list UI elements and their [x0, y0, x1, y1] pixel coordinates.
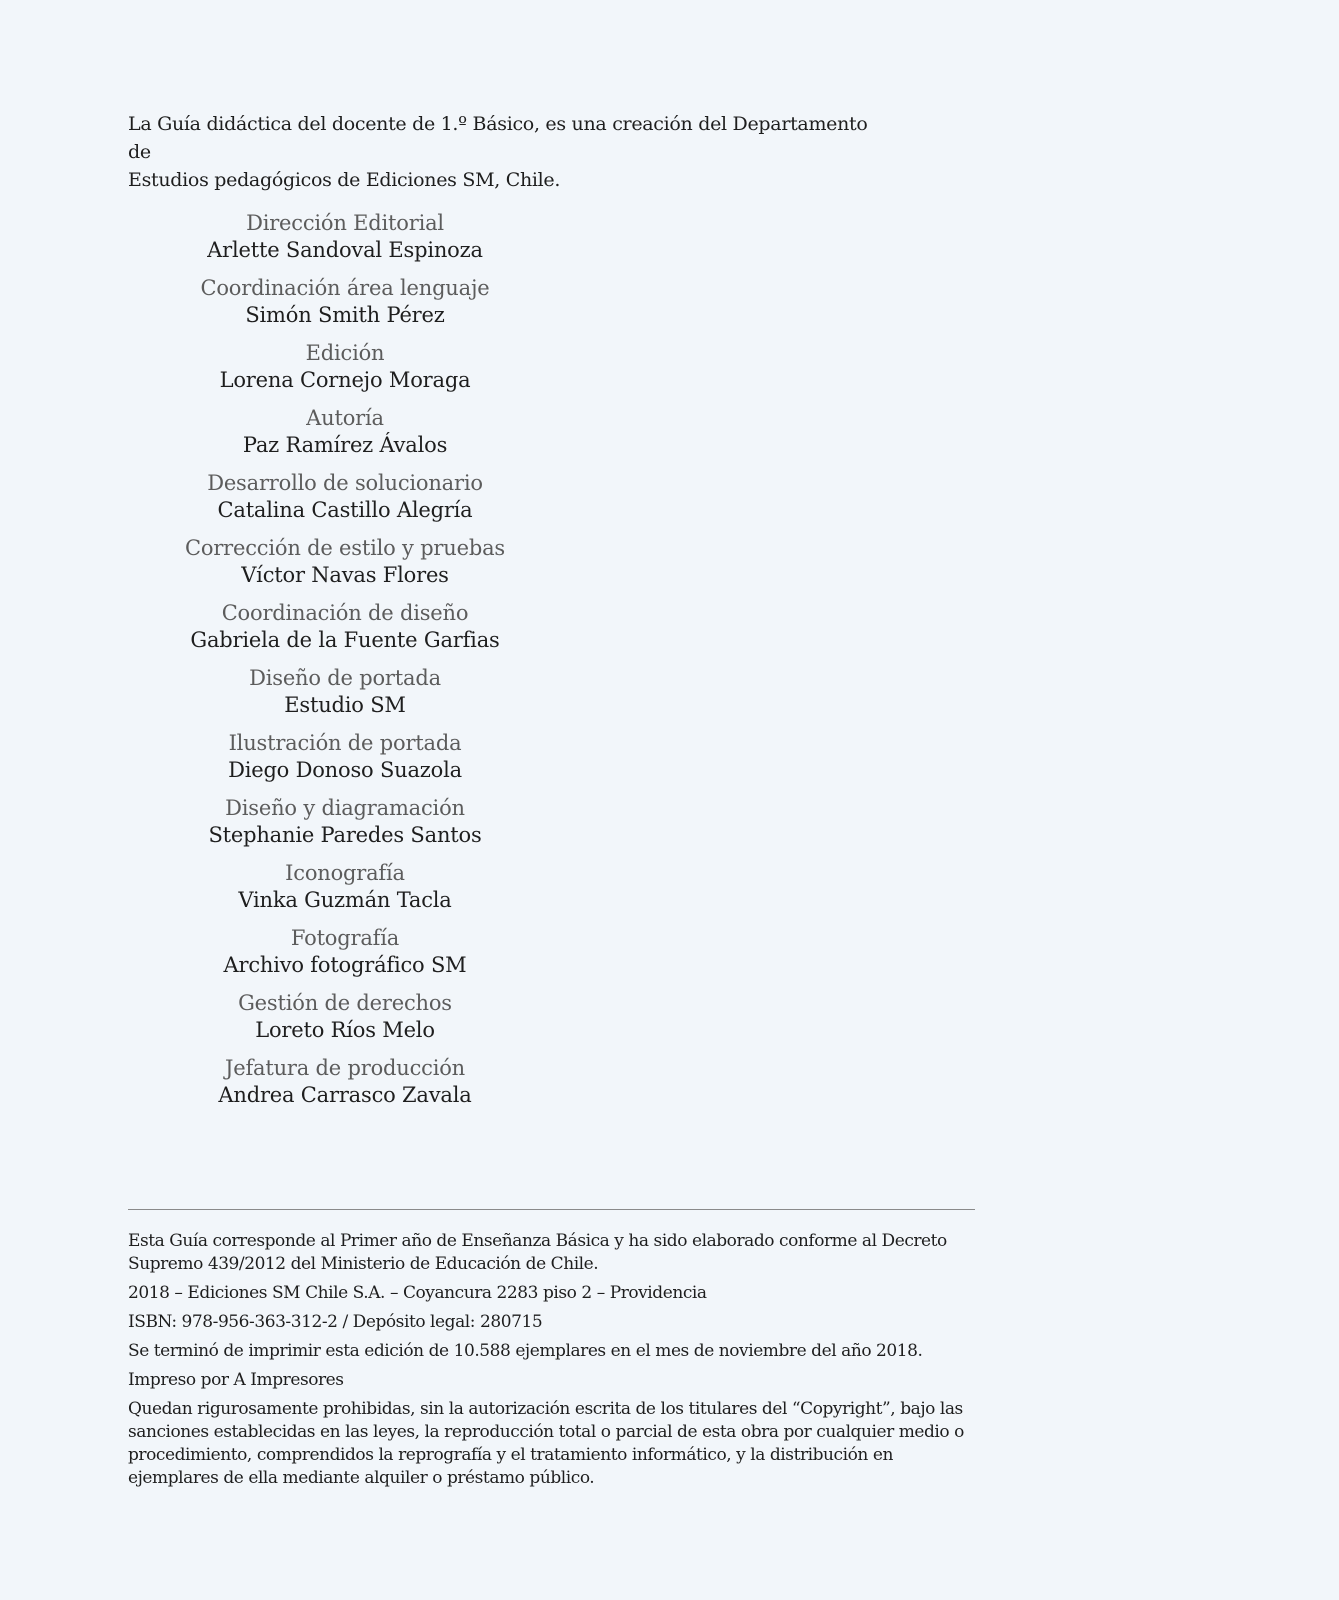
credit-role: Coordinación área lenguaje: [200, 276, 490, 300]
credit-person: Catalina Castillo Alegría: [217, 498, 473, 522]
credit-entry: [150, 729, 540, 784]
credit-role: Edición: [305, 341, 385, 365]
credit-role: Diseño y diagramación: [225, 796, 465, 820]
publisher-address: 2018 – Ediciones SM Chile S.A. – Coyancura 2283 piso 2 – Providencia: [128, 1283, 707, 1303]
credit-role: Autoría: [306, 406, 384, 430]
credit-role: Diseño de portada: [249, 666, 441, 690]
credits-list: [150, 209, 540, 1119]
print-run-note: Se terminó de imprimir esta edición de 10.588 ejemplares en el mes de noviembre del año 2018.: [128, 1341, 923, 1361]
credit-person: Víctor Navas Flores: [241, 563, 449, 587]
credit-person: Estudio SM: [284, 693, 406, 717]
legal-footer: [128, 1230, 978, 1496]
credit-role: Coordinación de diseño: [221, 601, 469, 625]
printer-line: Impreso por A Impresores: [128, 1370, 344, 1390]
credit-role: Desarrollo de solucionario: [207, 471, 483, 495]
intro-line-1: La Guía didáctica del docente de 1.º Básico, es una creación del Departamento de: [128, 113, 868, 163]
credit-person: Stephanie Paredes Santos: [208, 823, 482, 847]
isbn-line: ISBN: 978-956-363-312-2 / Depósito legal: 280715: [128, 1312, 543, 1332]
credit-person: Arlette Sandoval Espinoza: [207, 238, 483, 262]
credit-person: Archivo fotográfico SM: [223, 953, 467, 977]
credit-entry: [150, 469, 540, 524]
credit-entry: [150, 339, 540, 394]
copyright-notice: Quedan rigurosamente prohibidas, sin la autorización escrita de los titulares del “Copyright”, bajo las sanciones establecidas en las leyes, la reproducción total o parcial de esta obra por cualquier medio o procedimiento, comprendidos la reprografía y el tratamiento informático, y la distribución en ejemplares de ella mediante alquiler o préstamo público.: [128, 1399, 964, 1488]
credit-person: Simón Smith Pérez: [245, 303, 445, 327]
credit-entry: [150, 664, 540, 719]
credit-entry: [150, 274, 540, 329]
credit-person: Loreto Ríos Melo: [255, 1018, 435, 1042]
credit-role: Iconografía: [285, 861, 405, 885]
intro-paragraph: [128, 110, 888, 194]
credit-role: Corrección de estilo y pruebas: [185, 536, 505, 560]
credit-entry: [150, 924, 540, 979]
credit-entry: [150, 1054, 540, 1109]
credit-role: Ilustración de portada: [228, 731, 462, 755]
credit-person: Lorena Cornejo Moraga: [219, 368, 471, 392]
credit-person: Andrea Carrasco Zavala: [218, 1083, 472, 1107]
credit-entry: [150, 534, 540, 589]
decree-note: Esta Guía corresponde al Primer año de Enseñanza Básica y ha sido elaborado conforme al Decreto Supremo 439/2012 del Ministerio de Educación de Chile.: [128, 1231, 947, 1274]
intro-line-2: Estudios pedagógicos de Ediciones SM, Chile.: [128, 169, 561, 191]
credit-person: Gabriela de la Fuente Garfias: [190, 628, 500, 652]
credit-entry: [150, 794, 540, 849]
footer-divider: [128, 1209, 975, 1210]
credit-role: Gestión de derechos: [238, 991, 452, 1015]
credit-entry: [150, 404, 540, 459]
credit-entry: [150, 209, 540, 264]
credit-person: Paz Ramírez Ávalos: [242, 433, 448, 457]
credit-entry: [150, 599, 540, 654]
credit-person: Diego Donoso Suazola: [228, 758, 462, 782]
credit-role: Dirección Editorial: [246, 211, 444, 235]
credit-entry: [150, 859, 540, 914]
credit-role: Fotografía: [290, 926, 400, 950]
credit-person: Vinka Guzmán Tacla: [238, 888, 452, 912]
credit-role: Jefatura de producción: [225, 1056, 465, 1080]
credit-entry: [150, 989, 540, 1044]
